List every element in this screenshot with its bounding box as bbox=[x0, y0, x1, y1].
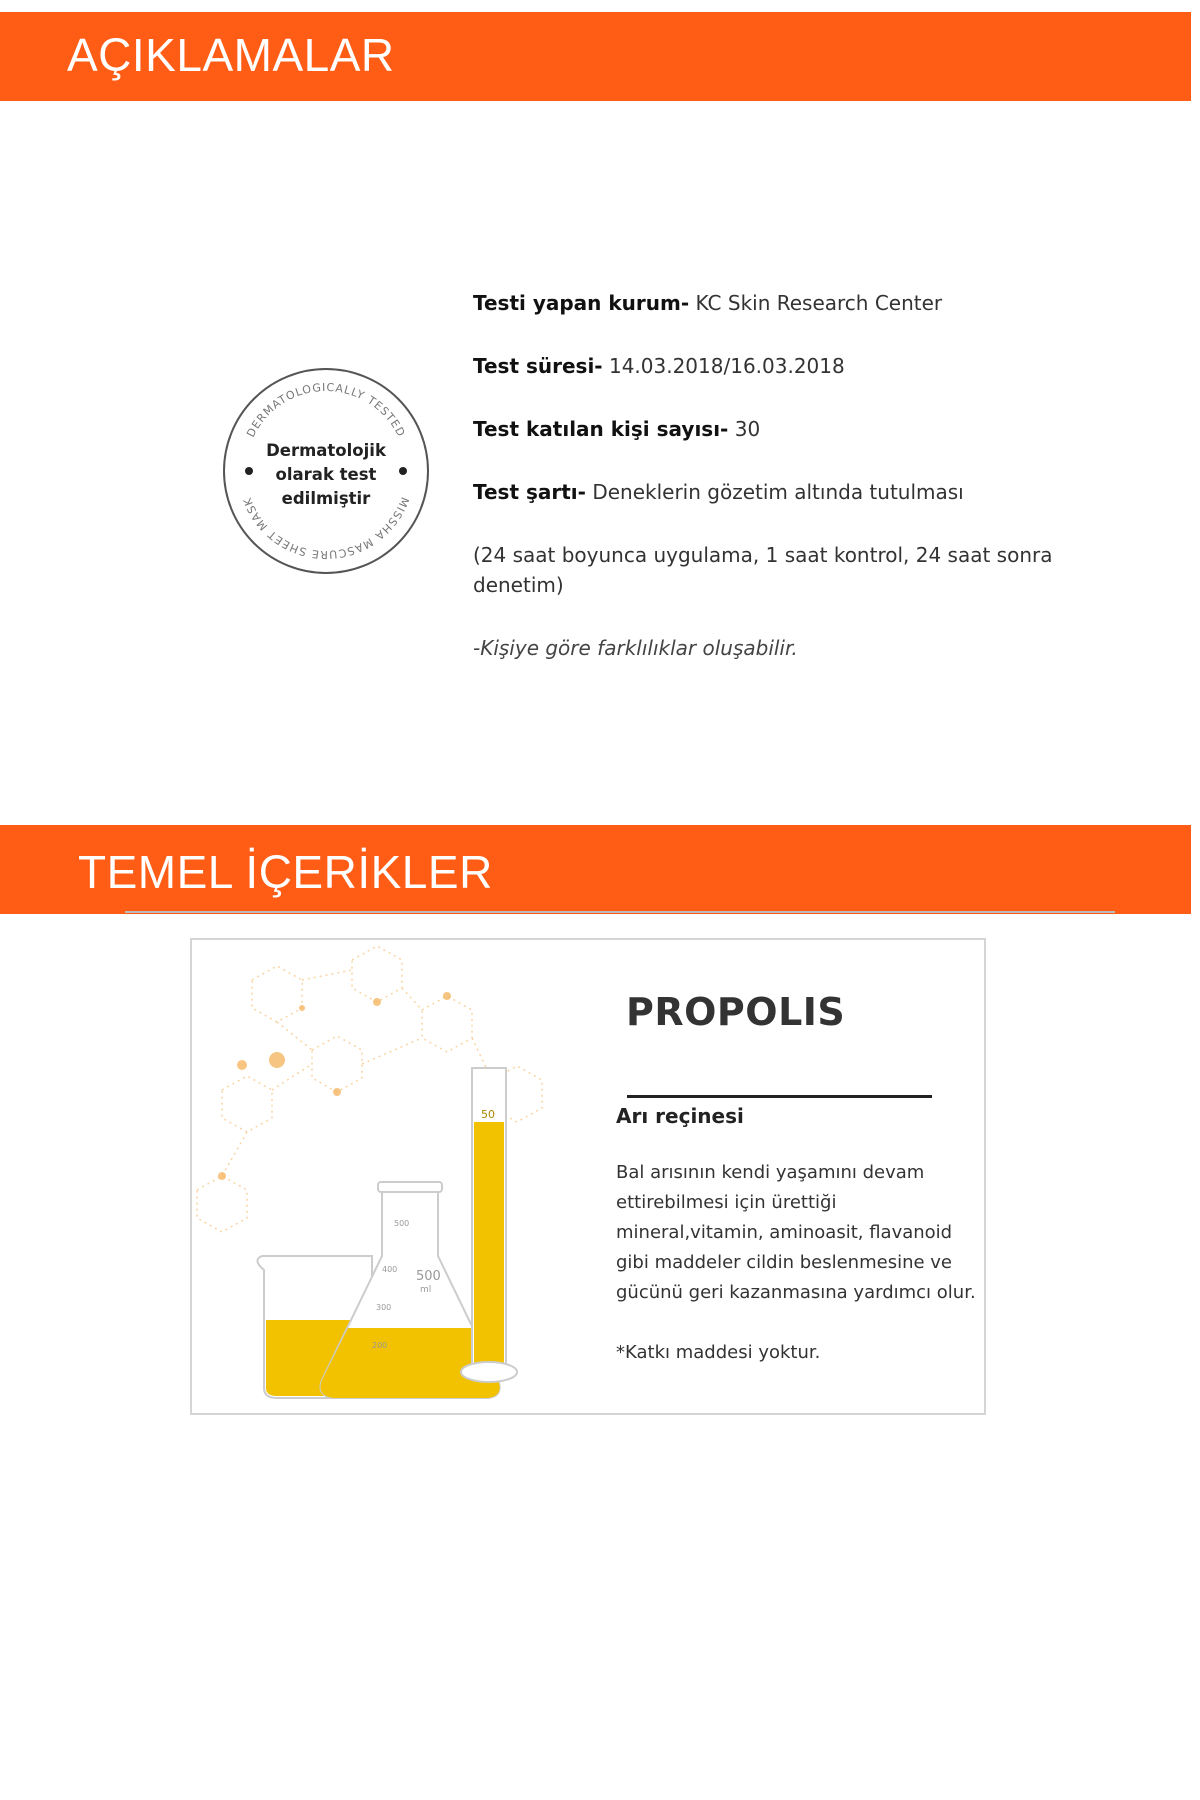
test-procedure: (24 saat boyunca uygulama, 1 saat kontrol, 24 saat sonra denetim) bbox=[473, 543, 1053, 597]
dermatology-stamp bbox=[220, 365, 432, 577]
condition-label: Test şartı- bbox=[473, 480, 586, 504]
stamp-label bbox=[250, 439, 402, 511]
test-info bbox=[473, 288, 1113, 696]
ingredient-panel bbox=[190, 938, 986, 1415]
ingredient-subtitle: Arı reçinesi bbox=[616, 1104, 744, 1128]
ingredient-note: *Katkı maddesi yoktur. bbox=[616, 1342, 821, 1363]
flask-mark-500: 500 bbox=[416, 1269, 441, 1284]
institution-value: KC Skin Research Center bbox=[689, 291, 943, 315]
ingredients-banner bbox=[0, 825, 1191, 914]
stamp-line-2: olarak test bbox=[275, 465, 377, 484]
condition-value: Deneklerin gözetim altında tutulması bbox=[585, 480, 964, 504]
institution-label: Testi yapan kurum- bbox=[473, 291, 690, 315]
duration-label: Test süresi- bbox=[473, 354, 603, 378]
svg-text:DERMATOLOGICALLY TESTED bbox=[244, 381, 408, 439]
participants-label: Test katılan kişi sayısı- bbox=[473, 417, 729, 441]
test-participants bbox=[473, 414, 1113, 444]
test-duration bbox=[473, 351, 1113, 381]
test-institution bbox=[473, 288, 1113, 318]
ingredient-rule bbox=[627, 1095, 932, 1098]
flask-mark-400: 400 bbox=[382, 1265, 398, 1274]
test-disclaimer: -Kişiye göre farklılıklar oluşabilir. bbox=[473, 636, 798, 660]
duration-value: 14.03.2018/16.03.2018 bbox=[602, 354, 845, 378]
lab-glassware-icon bbox=[192, 940, 612, 1413]
flask-mark-300: 300 bbox=[376, 1303, 392, 1312]
flask-mark-top: 500 bbox=[394, 1219, 410, 1228]
stamp-ring-bottom: MISSHA MASCURE SHEET MASK bbox=[240, 495, 412, 562]
ingredient-description: Bal arısının kendi yaşamını devam ettirebilmesi için ürettiği mineral,vitamin, aminoasit, flavanoid gibi maddeler cildin beslenmesine ve gücünü geri kazanmasına yardımcı olur. bbox=[616, 1162, 976, 1303]
test-condition bbox=[473, 477, 1113, 507]
ingredient-name: PROPOLIS bbox=[626, 990, 846, 1034]
description-banner bbox=[0, 12, 1191, 101]
description-title: AÇIKLAMALAR bbox=[67, 29, 395, 81]
ingredients-divider bbox=[125, 911, 1115, 913]
flask-mark-200: 200 bbox=[372, 1341, 388, 1350]
stamp-ring-top: DERMATOLOGICALLY TESTED bbox=[244, 380, 408, 440]
stamp-line-3: edilmiştir bbox=[281, 489, 371, 508]
flask-unit: ml bbox=[420, 1285, 432, 1295]
stamp-line-1: Dermatolojik bbox=[266, 441, 386, 460]
cylinder-mark: 50 bbox=[481, 1108, 495, 1121]
ingredients-title: TEMEL İÇERİKLER bbox=[78, 846, 493, 898]
participants-value: 30 bbox=[728, 417, 761, 441]
